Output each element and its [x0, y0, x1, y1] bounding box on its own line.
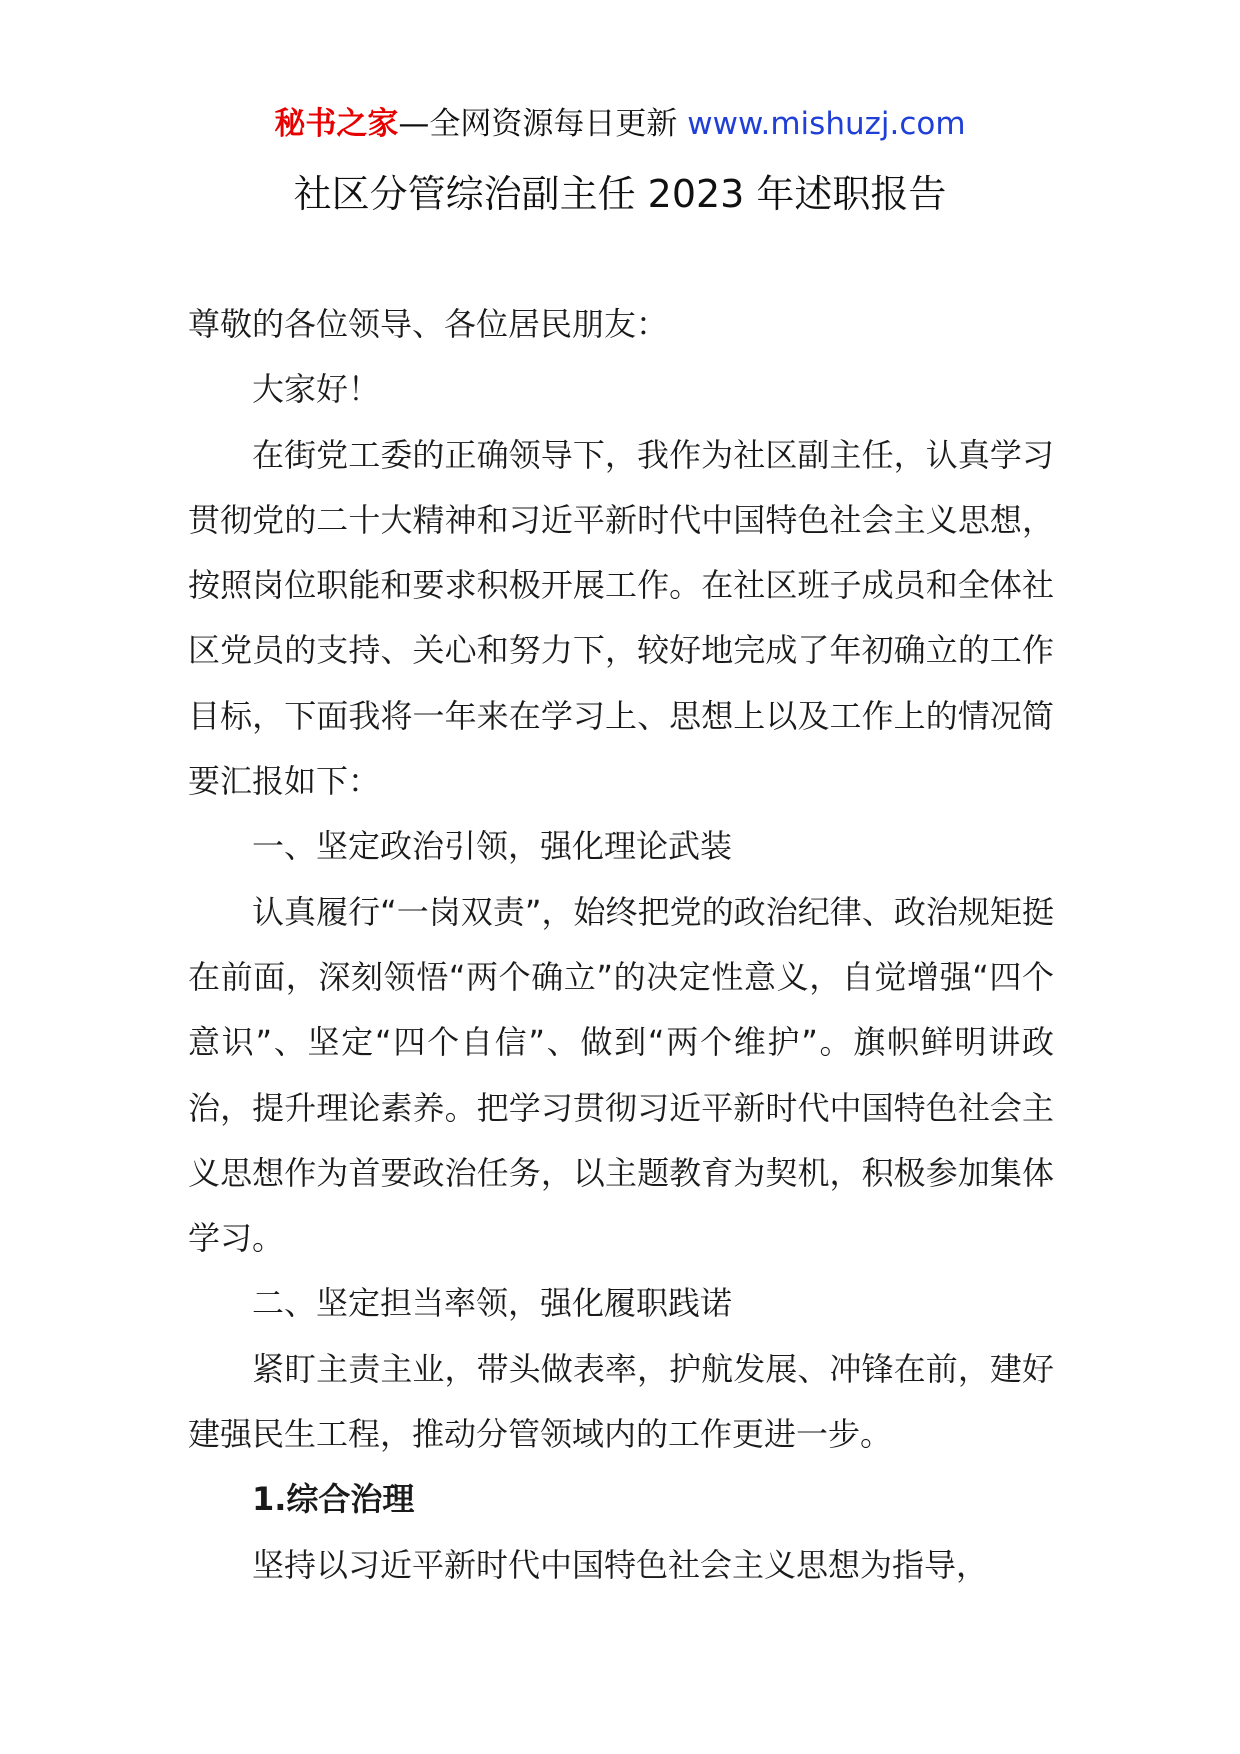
site-url-link[interactable]: www.mishuzj.com — [687, 106, 966, 142]
brand-name: 秘书之家 — [274, 106, 399, 142]
subsection-body-1: 坚持以习近平新时代中国特色社会主义思想为指导， — [252, 1545, 989, 1584]
section-heading-2: 二、坚定担当率领，强化履职践诺 — [252, 1284, 733, 1323]
subsection-heading-1: 1.综合治理 — [252, 1480, 415, 1519]
intro-paragraph: 在街党工委的正确领导下，我作为社区副主任，认真学习贯彻党的二十大精神和习近平新时代中国特色社会主义思想，按照岗位职能和要求积极开展工作。在社区班子成员和全体社区党员的支持、关心和努力下，较好地完成了年初确立的工作目标，下面我将一年来在学习上、思想上以及工作上的情况简要汇报如下： — [188, 435, 1054, 801]
salutation: 尊敬的各位领导、各位居民朋友： — [188, 305, 669, 343]
header-tagline: —全网资源每日更新 — [398, 106, 688, 142]
site-header — [0, 102, 1240, 146]
document-body — [188, 292, 1054, 1598]
section-heading-1: 一、坚定政治引领，强化理论武装 — [252, 827, 733, 866]
document-title: 社区分管综治副主任 2023 年述职报告 — [293, 172, 947, 216]
greeting: 大家好！ — [252, 370, 381, 409]
section-body-1: 认真履行“一岗双责”，始终把党的政治纪律、政治规矩挺在前面，深刻领悟“两个确立”的决定性意义，自觉增强“四个意识”、坚定“四个自信”、做到“两个维护”。旗帜鲜明讲政治，提升理论素养。把学习贯彻习近平新时代中国特色社会主义思想作为首要政治任务，以主题教育为契机，积极参加集体学习。 — [188, 892, 1054, 1258]
section-body-2: 紧盯主责主业，带头做表率，护航发展、冲锋在前，建好建强民生工程，推动分管领域内的工作更进一步。 — [188, 1349, 1054, 1454]
